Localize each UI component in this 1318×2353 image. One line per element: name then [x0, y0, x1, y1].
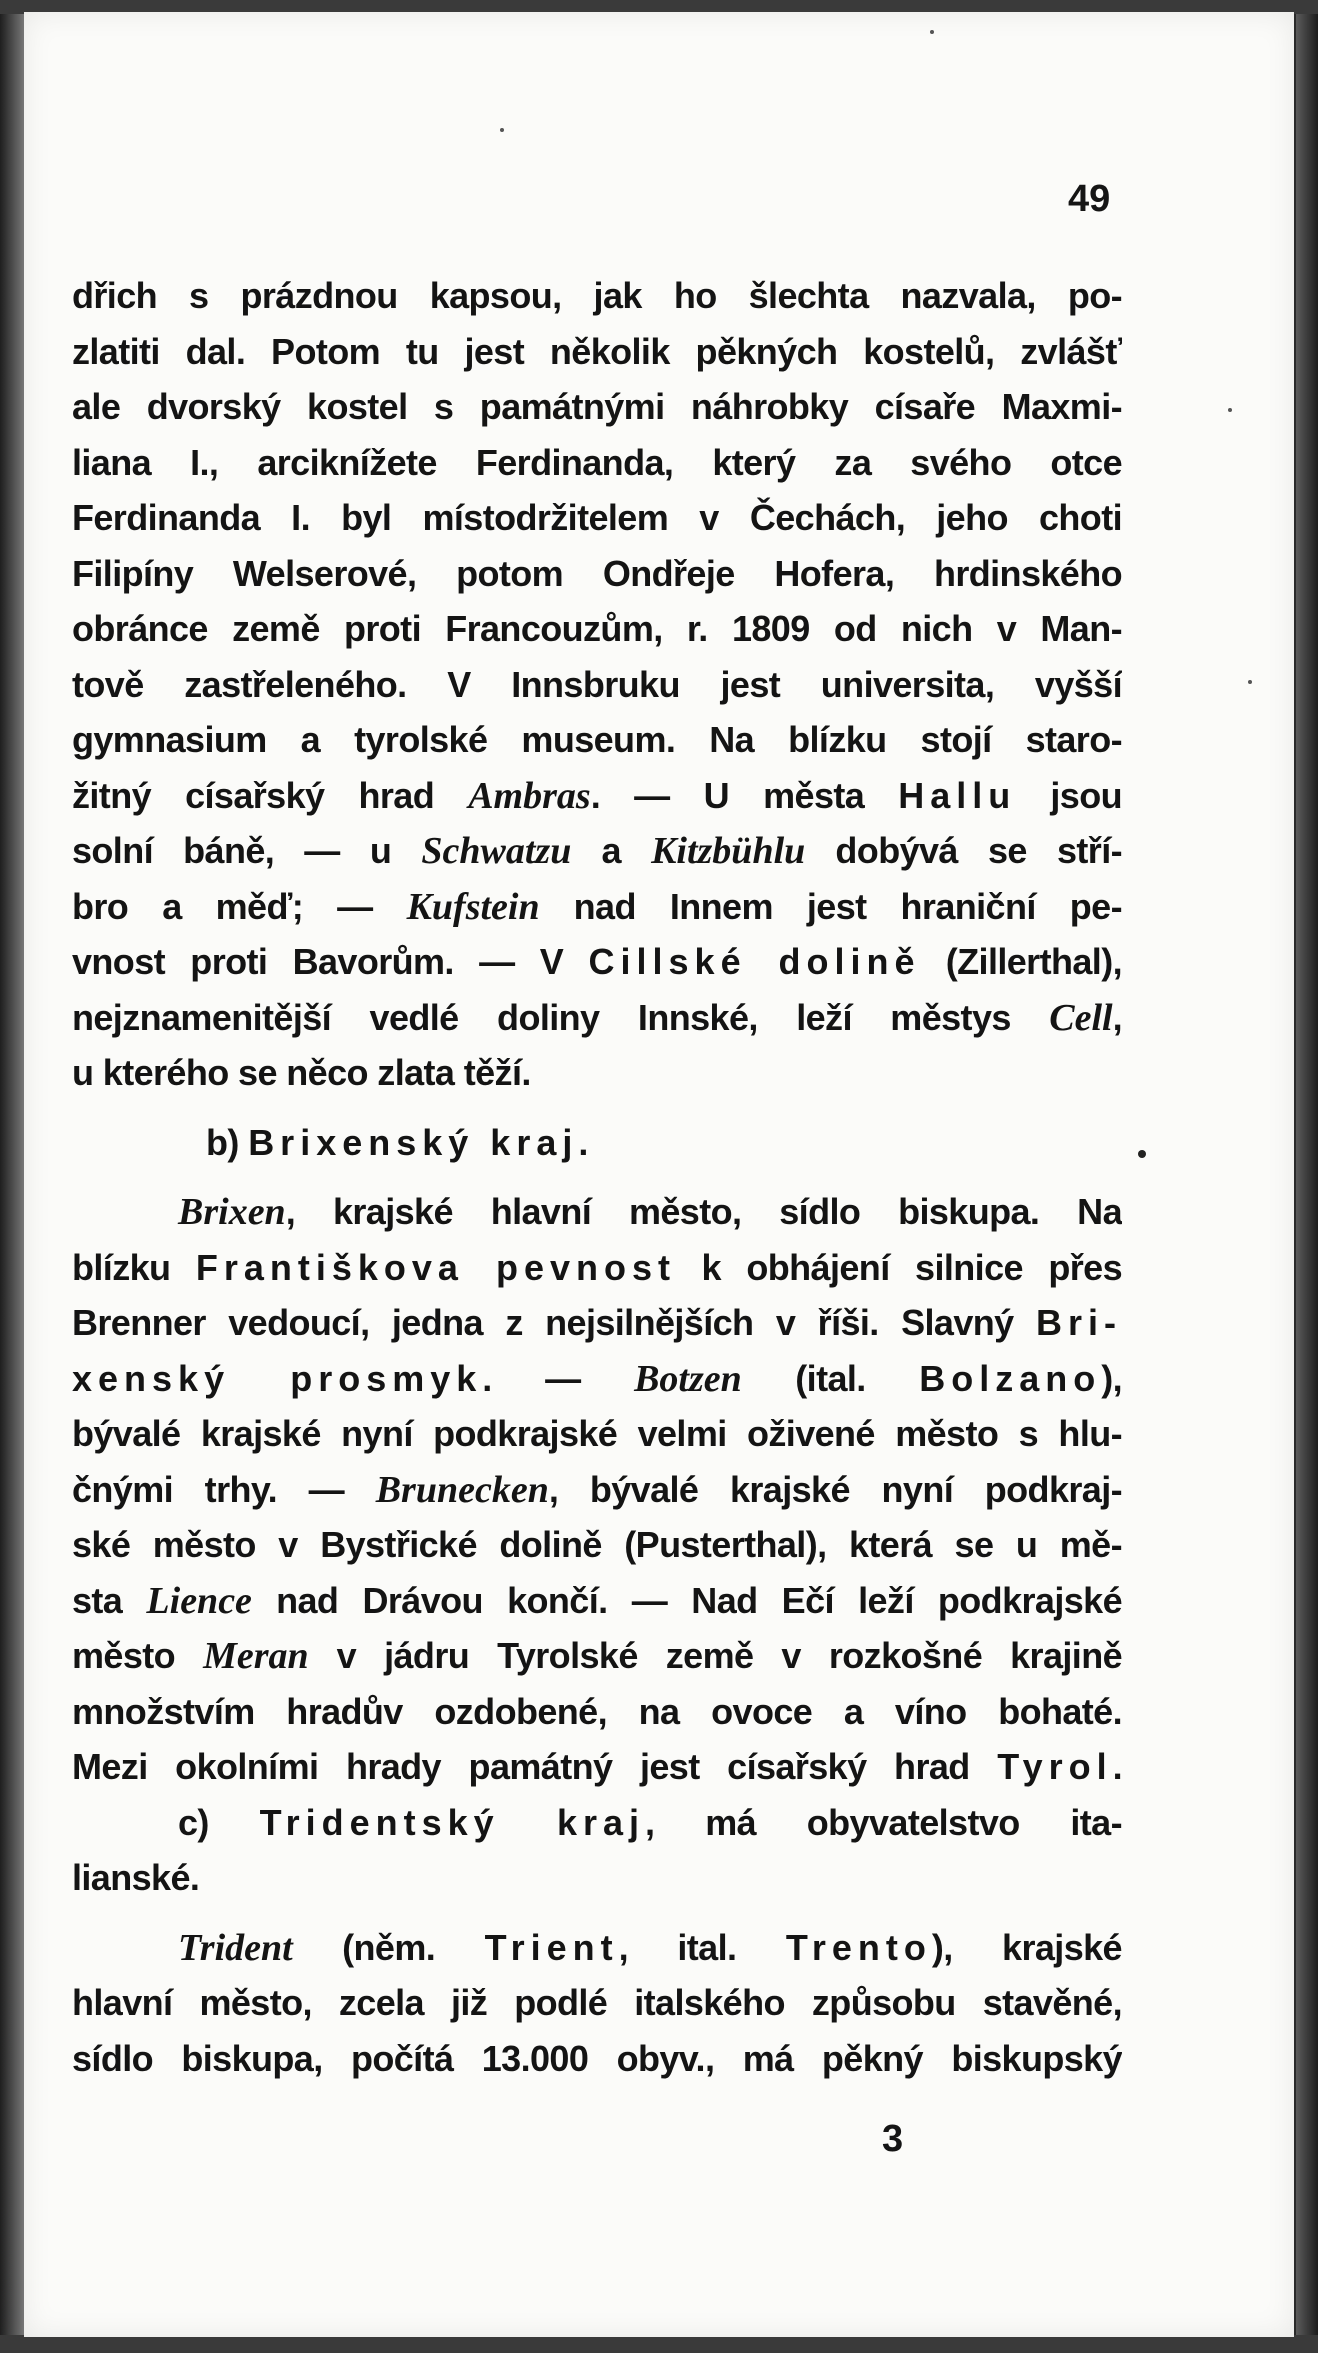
text-run: dobývá se stří-	[805, 830, 1122, 871]
italic-place-name: Cell	[1049, 996, 1113, 1039]
text-line	[72, 1517, 1122, 1573]
text-run: , ital.	[618, 1926, 786, 1968]
text-line	[72, 490, 1122, 546]
text-run: nad Innem jest hraniční pe-	[539, 885, 1122, 927]
text-run: město	[72, 1635, 204, 1676]
text-run: , krajské hlavní město, sídlo biskupa. Na	[285, 1191, 1122, 1232]
text-line	[72, 435, 1122, 491]
text-line	[72, 879, 1122, 935]
text-run: Filipíny Welserové, potom Ondřeje Hofera, hrdinského	[72, 552, 1122, 594]
italic-place-name: Kitzbühlu	[651, 830, 806, 872]
text-line	[72, 1573, 1122, 1629]
text-line	[72, 1795, 1122, 1851]
spaced-term: Tridentský kraj	[259, 1801, 646, 1843]
text-line	[72, 601, 1122, 657]
speck	[1248, 680, 1252, 684]
text-line	[72, 1240, 1122, 1296]
text-run: tově zastřeleného. V Innsbruku jest universita, vyšší	[72, 663, 1122, 705]
text-run: jsou	[1016, 774, 1122, 816]
spaced-term: Hallu	[898, 774, 1017, 816]
speck	[1228, 408, 1232, 412]
text-run: ),	[1101, 1357, 1122, 1399]
speck	[930, 30, 934, 34]
text-run: Mezi okolními hrady památný jest císařský hrad	[72, 1746, 998, 1787]
text-run: ské město v Bystřické dolině (Pusterthal), která se u mě-	[72, 1524, 1122, 1565]
text-run: Brenner vedoucí, jedna z nejsilnějších v říši. Slavný	[72, 1302, 1036, 1343]
spaced-term: Františkova pevnost	[195, 1246, 677, 1288]
text-run: (něm.	[292, 1926, 485, 1968]
text-line	[72, 2031, 1122, 2087]
italic-place-name: Trident	[178, 1926, 293, 1969]
text-run: gymnasium a tyrolské museum. Na blízku stojí staro-	[72, 719, 1122, 760]
text-line	[72, 1184, 1122, 1240]
text-run: (ital.	[741, 1357, 920, 1399]
text-line	[72, 1739, 1122, 1795]
text-line	[72, 546, 1122, 602]
italic-place-name: Lience	[146, 1579, 252, 1622]
spaced-term: Tyrol	[997, 1746, 1113, 1787]
italic-place-name: Brixen	[178, 1191, 286, 1233]
scan-edge-bottom	[0, 2335, 1318, 2353]
text-run: , má obyvatelstvo ita-	[645, 1801, 1122, 1843]
body-text	[72, 268, 1122, 2086]
text-run: blízku	[72, 1246, 196, 1288]
text-run: , bývalé krajské nyní podkraj-	[548, 1468, 1122, 1510]
text-run: žitný císařský hrad	[72, 774, 469, 816]
text-run: vnost proti Bavorům. — V	[72, 941, 589, 982]
spaced-term: Trient	[484, 1926, 619, 1968]
text-run: v jádru Tyrolské země v rozkošné krajině	[308, 1635, 1122, 1676]
italic-place-name: Brunecken	[375, 1468, 549, 1511]
text-run: čnými trhy. —	[72, 1468, 376, 1510]
italic-place-name: Schwatzu	[421, 830, 572, 872]
text-run: Ferdinanda I. byl místodržitelem v Čechách, jeho choti	[72, 497, 1122, 538]
spaced-term: Bolzano	[919, 1357, 1102, 1399]
text-run: ), krajské	[931, 1926, 1122, 1968]
text-run: (Zillerthal),	[920, 941, 1122, 982]
italic-place-name: Meran	[203, 1635, 309, 1677]
text-run: obránce země proti Francouzům, r. 1809 od nich v Man-	[72, 608, 1122, 649]
text-line	[72, 1351, 1122, 1407]
text-run: .	[578, 1121, 588, 1163]
text-line	[72, 1295, 1122, 1351]
text-run: dřich s prázdnou kapsou, jak ho šlechta nazvala, po-	[72, 275, 1122, 316]
text-line	[72, 379, 1122, 435]
text-line	[72, 823, 1122, 879]
spaced-term: Trento	[785, 1926, 932, 1968]
text-run: zlatiti dal. Potom tu jest několik pěkných kostelů, zvlášť	[72, 330, 1122, 372]
text-run: c)	[178, 1801, 260, 1843]
text-run: b)	[206, 1121, 249, 1163]
text-line	[72, 268, 1122, 324]
signature-mark: 3	[882, 2118, 904, 2160]
italic-place-name: Botzen	[634, 1357, 742, 1400]
speck	[500, 128, 504, 132]
paragraph-gap	[72, 1906, 1122, 1920]
scan-edge-right	[1296, 0, 1318, 2353]
text-line	[72, 1920, 1122, 1976]
spaced-term: Cillské dolině	[588, 941, 921, 982]
text-line	[72, 1850, 1122, 1906]
text-run: lianské.	[72, 1857, 200, 1898]
text-line	[72, 1684, 1122, 1740]
text-run: solní báně, — u	[72, 830, 422, 871]
text-run: ,	[1112, 996, 1122, 1038]
text-line	[72, 1975, 1122, 2031]
text-run: . —	[482, 1357, 635, 1399]
text-run: . — U města	[590, 774, 899, 816]
text-line	[72, 768, 1122, 824]
spaced-term: Bri-	[1036, 1302, 1122, 1343]
text-run: u kterého se něco zlata těží.	[72, 1052, 531, 1093]
text-run: liana I., arcikn​ížete Ferdinanda, který za svého otce	[72, 441, 1122, 483]
text-run: hlavní město, zcela již podlé italského způsobu stavěné,	[72, 1982, 1122, 2023]
page-number: 49	[1068, 178, 1111, 220]
speck	[1138, 1150, 1146, 1158]
text-run: a	[571, 830, 652, 871]
scan-edge-left	[0, 0, 24, 2353]
italic-place-name: Kufstein	[406, 885, 540, 928]
text-line	[72, 657, 1122, 713]
text-run: sídlo biskupa, počítá 13.000 obyv., má pěkný biskupský	[72, 2037, 1122, 2079]
text-run: množstvím hradův ozdobené, na ovoce a víno bohaté.	[72, 1690, 1122, 1732]
text-line	[72, 712, 1122, 768]
text-run: bývalé krajské nyní podkrajské velmi oživené město s hlu-	[72, 1413, 1122, 1454]
text-run: k obhájení silnice přes	[676, 1246, 1122, 1288]
text-line	[72, 934, 1122, 990]
spaced-term: xenský prosmyk	[72, 1357, 483, 1399]
text-run: sta	[72, 1579, 147, 1621]
text-run: bro a měď; —	[72, 885, 407, 927]
text-run: nad Drávou končí. — Nad Ečí leží podkrajské	[251, 1579, 1122, 1621]
text-run: ale dvorský kostel s památnými náhrobky císaře Maxmi-	[72, 386, 1122, 427]
paragraph-gap	[72, 1101, 1122, 1115]
text-line	[72, 1406, 1122, 1462]
text-line	[72, 1628, 1122, 1684]
text-run: nejznamenitější vedlé doliny Innské, leží městys	[72, 996, 1050, 1038]
text-line	[72, 1462, 1122, 1518]
text-line	[72, 990, 1122, 1046]
text-line	[72, 1045, 1122, 1101]
text-line	[72, 324, 1122, 380]
paragraph-gap	[72, 1170, 1122, 1184]
italic-place-name: Ambras	[468, 774, 591, 817]
text-line	[72, 1115, 1122, 1171]
spaced-term: Brixenský kraj	[248, 1121, 579, 1163]
text-run: .	[1112, 1746, 1122, 1787]
